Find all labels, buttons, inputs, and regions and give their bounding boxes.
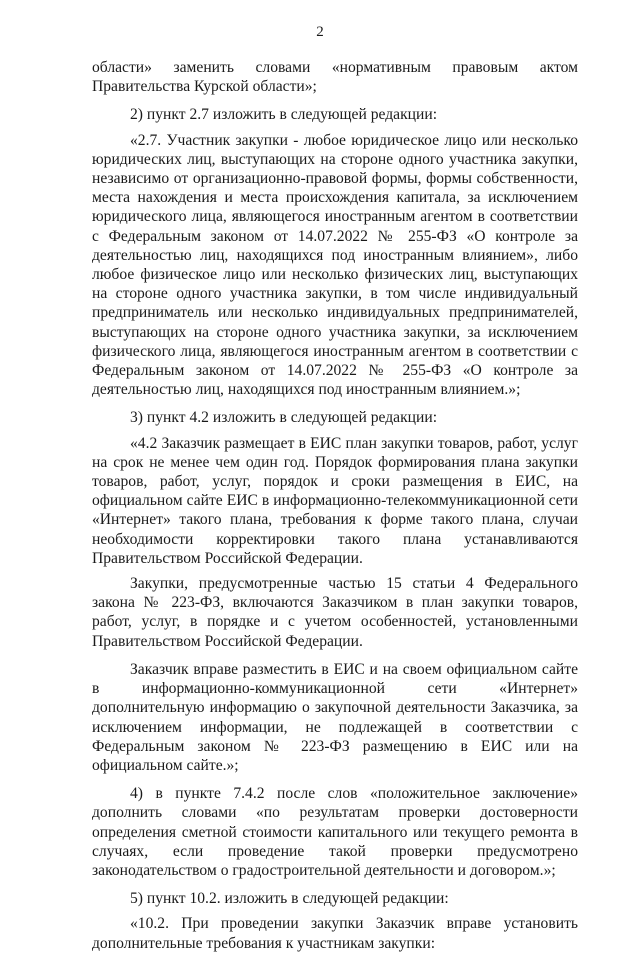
paragraph-7: Заказчик вправе разместить в ЕИС и на своем официальном сайте в информационно-коммуникационной сети «Интернет» дополнительную информацию о закупочной деятельности Заказчика, за исключением информации, не подлежащей в соответствии с Федеральным законом № 223-ФЗ размещению в ЕИС или на официальном сайте.»; — [92, 660, 578, 774]
paragraph-5: «4.2 Заказчик размещает в ЕИС план закупки товаров, работ, услуг на срок не менее чем один год. Порядок формирования плана закупки товаров, работ, услуг, порядок и сроки размещения в ЕИС, на официальном сайте ЕИС в информационно-телекоммуникационной сети «Интернет» такого плана, требования к форме такого плана, случаи необходимости корректировки такого плана устанавливаются Правительством Российской Федерации. — [92, 434, 578, 567]
paragraph-4: 3) пункт 4.2 изложить в следующей редакции: — [130, 409, 438, 427]
page-number: 2 — [316, 24, 324, 40]
paragraph-8: 4) в пункте 7.4.2 после слов «положительное заключение» дополнить словами «по результатам проверки достоверности определения сметной стоимости капитального или текущего ремонта в случаях, если проведение такой проверки предусмотрено законодательством о градостроительной деятельности и договором.»; — [92, 785, 578, 879]
paragraph-2: 2) пункт 2.7 изложить в следующей редакции: — [130, 106, 438, 124]
paragraph-6: Закупки, предусмотренные частью 15 статьи 4 Федерального закона № 223-ФЗ, включаются Заказчиком в план закупки товаров, работ, услуг, в порядке и с учетом особенностей, установленными Правительством Российской Федерации. — [92, 575, 578, 650]
paragraph-9: 5) пункт 10.2. изложить в следующей редакции: — [130, 890, 449, 908]
paragraph-3: «2.7. Участник закупки - любое юридическое лицо или несколько юридических лиц, выступающих на стороне одного участника закупки, независимо от организационно-правовой формы, формы собственности, места нахождения и места происхождения капитала, за исключением юридического лица, являющегося иностранным агентом в соответствии с Федеральным законом от 14.07.2022 № 255-ФЗ «О контроле за деятельностью лиц, находящихся под иностранным влиянием», либо любое физическое лицо или несколько физических лиц, выступающих на стороне одного участника закупки, в том числе индивидуальный предприниматель или несколько индивидуальных предпринимателей, выступающих на стороне одного участника закупки, за исключением физического лица, являющегося иностранным агентом в соответствии с Федеральным законом от 14.07.2022 № 255-ФЗ «О контроле за деятельностью лиц, находящихся под иностранным влиянием.»; — [92, 131, 578, 399]
document-body — [92, 58, 578, 953]
paragraph-1: области» заменить словами «нормативным правовым актом Правительства Курской области»; — [92, 59, 578, 96]
paragraph-10: «10.2. При проведении закупки Заказчик вправе установить дополнительные требования к участникам закупки: — [92, 915, 578, 952]
